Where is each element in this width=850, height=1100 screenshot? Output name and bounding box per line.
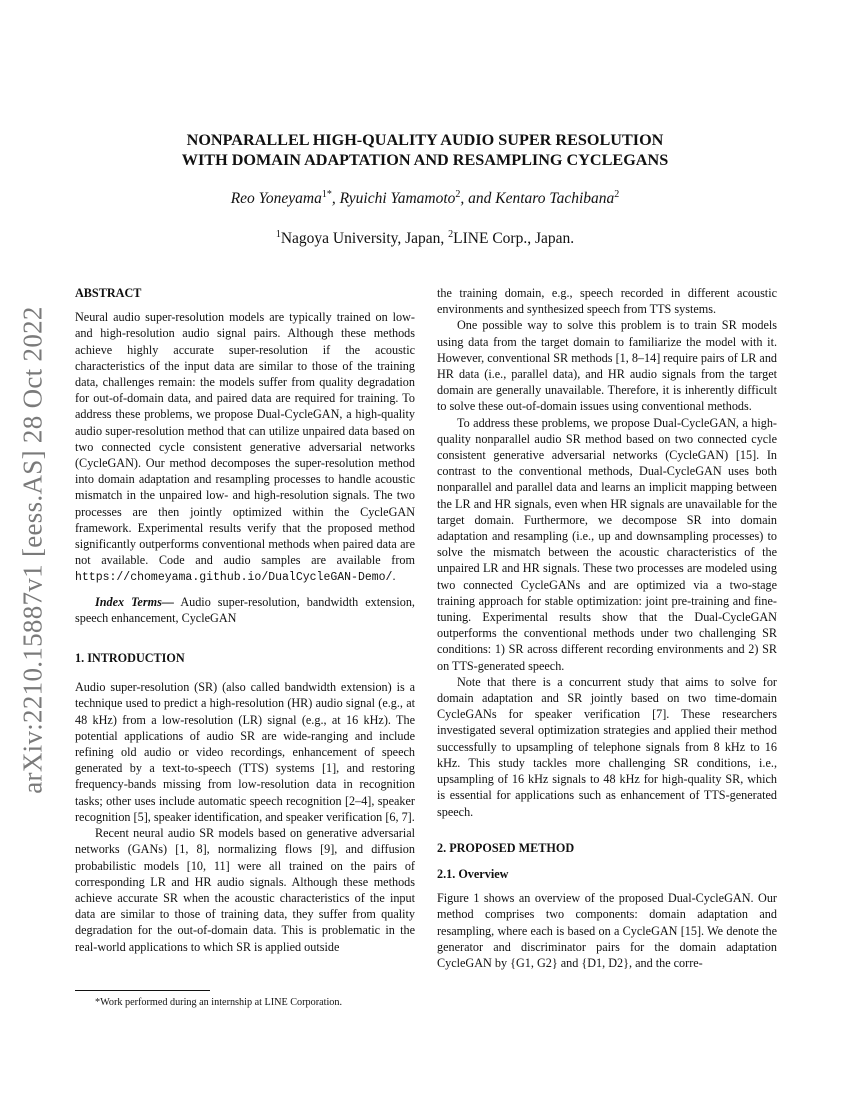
index-terms	[75, 594, 415, 626]
author-1: Reo Yoneyama	[230, 190, 322, 207]
intro-paragraph-6: Note that there is a concurrent study that aims to solve for domain adaptation and SR jointly based on two time-domain CycleGANs for speaker verification [7]. These researchers investigated several optimization strategies and applied their method successfully to upsampling of telephone signals from 8 kHz to 16 kHz. This study tackles more challenging SR conditions, i.e., upsampling of 16 kHz signals to 48 kHz for high-quality SR, which is essential for applications such as enhancement of TTS-generated speech.	[437, 674, 777, 819]
method-heading: 2. PROPOSED METHOD	[437, 840, 575, 855]
title-line-2: WITH DOMAIN ADAPTATION AND RESAMPLING CYCLEGANS	[181, 151, 669, 169]
author-3-affiliation-mark: 2	[614, 189, 620, 200]
arxiv-stamp	[8, 290, 58, 810]
abstract-text	[75, 309, 415, 586]
intro-paragraph-3: the training domain, e.g., speech recorded in different acoustic environments and synthesized speech from TTS systems.	[437, 286, 777, 317]
intro-paragraph-1: Audio super-resolution (SR) (also called bandwidth extension) is a technique used to predict a high-resolution (HR) audio signal (e.g., at 48 kHz) from a low-resolution (LR) signal (e.g., at 16 kHz). The potential applications of audio SR are wide-ranging and include refining old audio or video recordings, enhancement of speech generated by a text-to-speech (TTS) systems [1], and restoring frequency-bands missing from low-resolution data in recognition tasks; other uses include automatic speech recognition [2–4], speaker recognition [5], speaker identification, and speaker verification [6, 7].	[75, 680, 415, 824]
footnote-rule	[75, 990, 210, 991]
affiliation-1: Nagoya University, Japan,	[280, 230, 449, 247]
index-terms-text: Audio super-resolution, bandwidth extension, speech enhancement, CycleGAN	[75, 594, 415, 625]
method-paragraph-1: Figure 1 shows an overview of the proposed Dual-CycleGAN. Our method comprises two components: domain adaptation and resampling, where each is based on a CycleGAN [15]. We denote the generator and discriminator pairs for the domain adaptation CycleGAN by {G1, G2} and {D1, D2}, and the corre-	[437, 891, 777, 970]
author-2: Ryuichi Yamamoto	[339, 190, 456, 207]
right-column	[437, 285, 777, 971]
footnote	[75, 990, 415, 1008]
arxiv-identifier: arXiv:2210.15887v1 [eess.AS] 28 Oct 2022	[17, 306, 48, 794]
affiliation-2: LINE Corp., Japan.	[453, 230, 575, 247]
affiliation-mark: 1	[275, 229, 281, 240]
author-separator: , and	[460, 190, 496, 207]
author-1-affiliation-mark: 1*	[321, 189, 332, 200]
intro-paragraph-2: Recent neural audio SR models based on generative adversarial networks (GANs) [1, 8], normalizing flows [9], and diffusion probabilistic models [10, 11] were all trained on the pairs of corresponding LR and HR audio signals. Although these methods achieve accurate SR when the acoustic characteristics of the input data are similar to those of training data, they suffer from quality degradation for the out-of-domain data. This is problematic in the real-world applications to which SR is applied outside	[75, 826, 415, 954]
abstract-end: .	[392, 569, 396, 584]
intro-paragraph-4: One possible way to solve this problem is to train SR models using data from the target domain to familiarize the model with it. However, conventional SR methods [1, 8–14] require pairs of LR and HR data (i.e., parallel data), and HR audio signals from the target domain are generally unavailable. Therefore, it is inherently difficult to solve these out-of-domain issues using conventional methods.	[437, 318, 778, 414]
title-line-1: NONPARALLEL HIGH-QUALITY AUDIO SUPER RESOLUTION	[186, 131, 664, 149]
index-terms-label: Index Terms—	[95, 594, 174, 609]
demo-url-link[interactable]: https://chomeyama.github.io/DualCycleGAN-Demo/	[75, 571, 393, 585]
author-3: Kentaro Tachibana	[495, 190, 615, 207]
overview-subheading: 2.1. Overview	[437, 866, 509, 881]
abstract-heading: ABSTRACT	[75, 286, 142, 300]
intro-paragraph-5: To address these problems, we propose Dual-CycleGAN, a high-quality nonparallel audio SR method based on two connected cycle consistent generative adversarial networks (CycleGAN) [15]. In contrast to the conventional methods, Dual-CycleGAN uses both nonparallel and parallel data and learns an implicit mapping between the LR and HR signals, even when HR signals are unavailable for the target domain. Furthermore, we decompose SR into domain adaptation and resampling (i.e., up and downsampling processes) to solve the mismatch between the acoustic characteristics of the unpaired LR and HR signals. These two processes are modeled using two connected CycleGANs and are optimized via a two-stage training approach for stable optimization: joint pre-training and fine-tuning. Experimental results show that the Dual-CycleGAN outperforms the conventional methods under two challenging SR conditions: 1) SR across different recording environments and 2) SR on TTS-generated speech.	[437, 415, 777, 673]
footnote-text: *Work performed during an internship at LINE Corporation.	[95, 997, 343, 1008]
affiliations	[0, 230, 850, 248]
intro-heading: 1. INTRODUCTION	[75, 651, 185, 666]
author-list	[0, 190, 850, 208]
author-2-affiliation-mark: 2	[455, 189, 461, 200]
paper-title	[0, 130, 850, 170]
left-column	[75, 285, 415, 955]
author-separator: ,	[331, 190, 340, 207]
affiliation-mark: 2	[448, 229, 454, 240]
abstract-body: Neural audio super-resolution models are typically trained on low- and high-resolution audio signal pairs. Although these methods achieve highly accurate super-resolution if the acoustic characteristics of the input data are similar to those of the training data, challenges remain: the models suffer from quality degradation for out-of-domain data, and paired data are required for training. To address these problems, we propose Dual-CycleGAN, a high-quality audio super-resolution method that can utilize unpaired data based on two connected cycle consistent generative adversarial networks (CycleGAN). Our method decomposes the super-resolution method into domain adaptation and resampling processes to handle acoustic mismatch in the unpaired low- and high-resolution signals. The two processes are then jointly optimized within the CycleGAN framework. Experimental results verify that the proposed method significantly outperforms conventional methods when paired data are not available. Code and audio samples are available from	[75, 310, 415, 568]
